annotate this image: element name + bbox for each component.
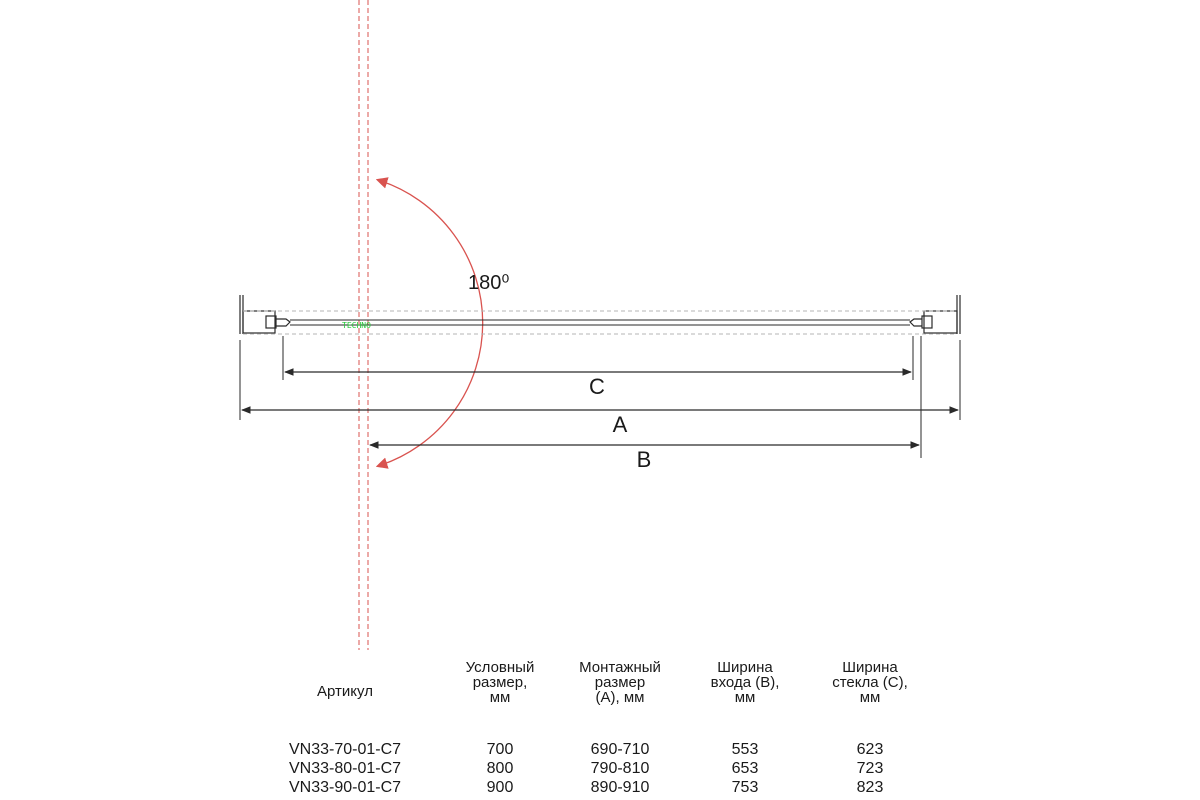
left-wall-profile [240,295,290,334]
glass-brand-mark: TECHNO [342,321,371,330]
dimension-c-label: C [589,374,605,399]
cell-mounting-2: 790-810 [590,760,650,777]
cell-article-3: VN33-90-01-C7 [288,779,402,796]
cell-nominal-1: 700 [486,741,514,758]
header-article: Артикул [317,683,373,700]
cell-nominal-2: 800 [486,760,514,777]
swing-angle-label: 180⁰ [468,272,510,294]
door-swing-arc [378,180,483,466]
col-entry-width [695,659,795,796]
col-mounting-size [565,659,675,796]
col-article [280,660,410,796]
cell-mounting-1: 690-710 [590,741,650,758]
header-nominal-size: Условный размер, мм [465,659,535,706]
cell-entry-2: 653 [731,760,759,777]
dimension-c [285,372,911,399]
col-glass-width [815,659,925,796]
cell-entry-1: 553 [731,741,759,758]
glass-panel [243,311,957,334]
right-wall-profile [910,295,960,334]
col-nominal-size [450,659,550,796]
header-mounting-size: Монтажный размер (А), мм [579,659,661,706]
cell-glass-2: 723 [856,760,884,777]
cell-article-2: VN33-80-01-C7 [288,760,402,777]
spec-table [280,660,930,800]
cell-nominal-3: 900 [486,779,514,796]
cell-article-1: VN33-70-01-C7 [288,741,402,758]
dimension-b-label: B [636,447,652,472]
header-glass-width: Ширина стекла (С), мм [832,659,908,706]
cell-glass-1: 623 [856,741,884,758]
cell-glass-3: 823 [856,779,884,796]
dimension-a-label: A [612,412,628,437]
header-entry-width: Ширина входа (В), мм [710,659,780,706]
cell-mounting-3: 890-910 [590,779,650,796]
dimension-b [370,445,919,472]
cell-entry-3: 753 [731,779,759,796]
dimension-a [242,410,958,437]
